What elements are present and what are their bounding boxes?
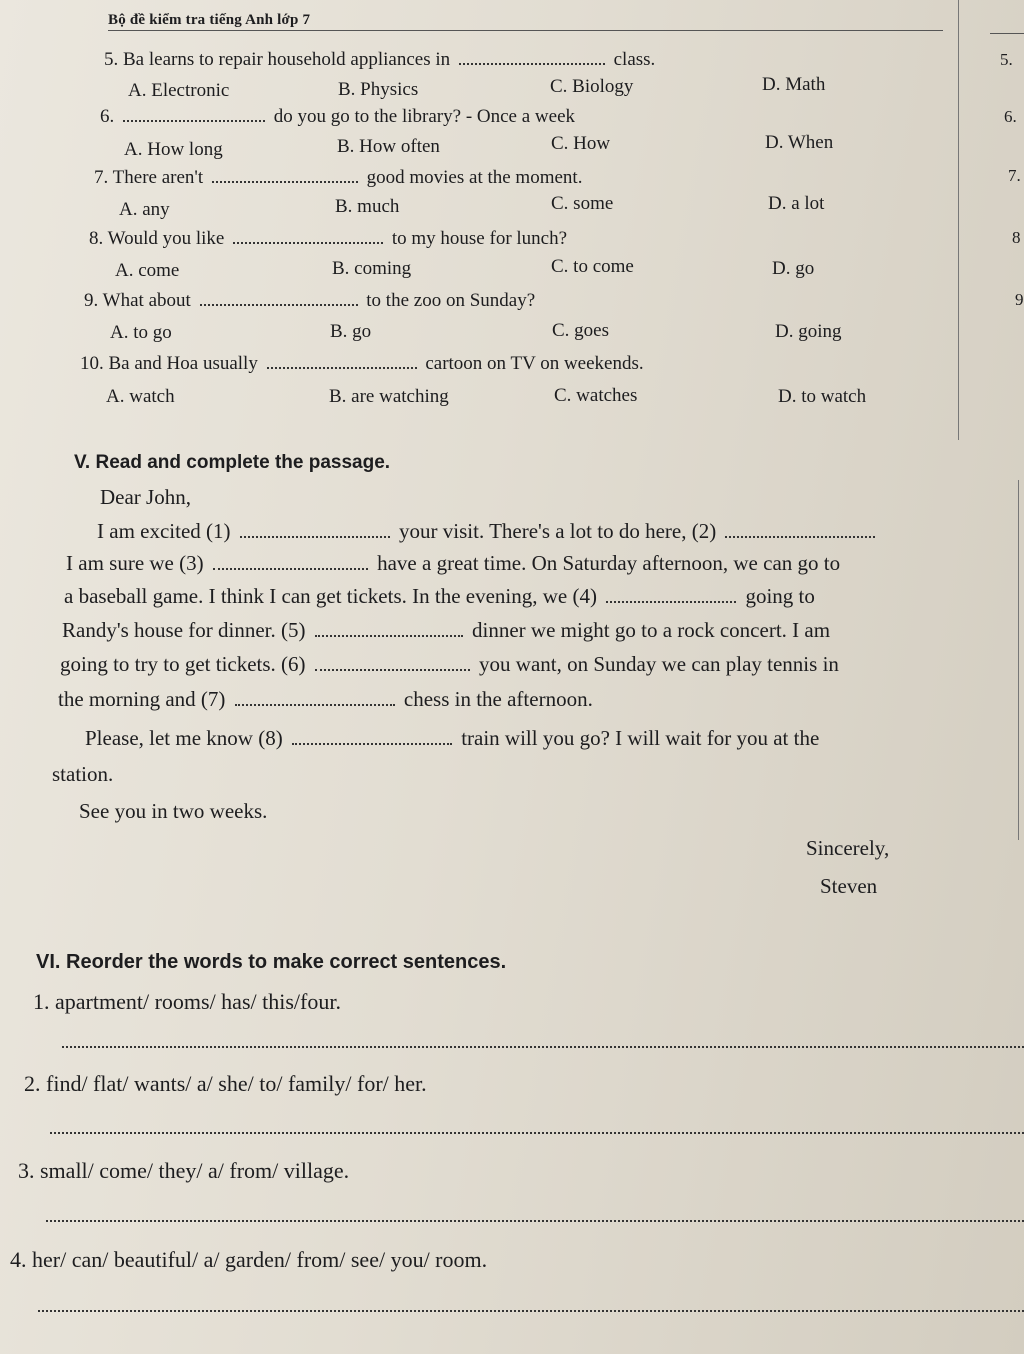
passage-text: have a great time. On Saturday afternoon, we can go to bbox=[377, 551, 841, 575]
question-number: 9. bbox=[84, 290, 99, 311]
passage-text: going to bbox=[745, 584, 815, 608]
option-d[interactable]: D. going bbox=[775, 321, 842, 342]
reorder-item-4: 4. her/ can/ beautiful/ a/ garden/ from/ see/ you/ room. bbox=[10, 1247, 488, 1272]
question-text-after: do you go to the library? - Once a week bbox=[273, 106, 576, 127]
passage-line-5 bbox=[60, 652, 839, 677]
reorder-item-1: 1. apartment/ rooms/ has/ this/four. bbox=[33, 989, 341, 1014]
question-7 bbox=[94, 167, 582, 189]
blank-3[interactable] bbox=[213, 554, 368, 570]
question-8 bbox=[89, 228, 567, 250]
passage-text: I am sure we (3) bbox=[66, 551, 204, 575]
question-text-after: good movies at the moment. bbox=[366, 167, 583, 188]
margin-number: 5. bbox=[1000, 50, 1013, 69]
option-b[interactable]: B. go bbox=[330, 321, 372, 342]
blank-6[interactable] bbox=[315, 655, 470, 671]
answer-line-4[interactable] bbox=[38, 1310, 1024, 1312]
letter-closing: Sincerely, bbox=[806, 836, 890, 860]
passage-line-3 bbox=[64, 584, 815, 609]
page-edge-line bbox=[1018, 480, 1019, 840]
blank-7[interactable] bbox=[235, 690, 395, 706]
passage-text: going to try to get tickets. (6) bbox=[60, 652, 306, 676]
header-title: Bộ đề kiểm tra tiếng Anh lớp 7 bbox=[108, 12, 311, 28]
margin-number: 9 bbox=[1015, 290, 1024, 309]
margin-number: 6. bbox=[1004, 107, 1017, 126]
option-a[interactable]: A. come bbox=[115, 260, 180, 281]
option-b[interactable]: B. are watching bbox=[329, 386, 449, 407]
question-10 bbox=[80, 353, 644, 375]
header-rule bbox=[108, 30, 943, 31]
passage-text: your visit. There's a lot to do here, (2) bbox=[399, 519, 717, 543]
passage-text: dinner we might go to a rock concert. I am bbox=[472, 618, 831, 642]
section-5-heading: V. Read and complete the passage. bbox=[74, 452, 391, 473]
question-6 bbox=[100, 106, 575, 128]
option-c[interactable]: C. goes bbox=[552, 320, 609, 341]
passage-text: Please, let me know (8) bbox=[85, 726, 283, 750]
option-a[interactable]: A. watch bbox=[106, 386, 175, 407]
passage-line-1 bbox=[97, 519, 879, 544]
header-rule-right bbox=[990, 33, 1024, 34]
passage-text: the morning and (7) bbox=[58, 687, 226, 711]
option-b[interactable]: B. coming bbox=[332, 258, 412, 279]
question-number: 8. bbox=[89, 228, 104, 249]
option-c[interactable]: C. some bbox=[551, 193, 614, 214]
question-9 bbox=[84, 290, 535, 312]
reorder-item-2: 2. find/ flat/ wants/ a/ she/ to/ family/ for/ her. bbox=[24, 1071, 427, 1096]
blank-8[interactable] bbox=[292, 729, 452, 745]
reorder-item-3: 3. small/ come/ they/ a/ from/ village. bbox=[18, 1158, 350, 1183]
passage-text: I am excited (1) bbox=[97, 519, 231, 543]
question-text-before: Would you like bbox=[107, 228, 225, 249]
blank-5[interactable] bbox=[315, 621, 463, 637]
passage-text: Randy's house for dinner. (5) bbox=[62, 618, 306, 642]
blank-4[interactable] bbox=[606, 587, 736, 603]
page-edge-line bbox=[958, 0, 959, 440]
passage-text: chess in the afternoon. bbox=[403, 687, 593, 711]
answer-line-2[interactable] bbox=[50, 1132, 1024, 1134]
option-b[interactable]: B. How often bbox=[337, 136, 440, 157]
question-text-after: class. bbox=[613, 49, 656, 70]
question-number: 6. bbox=[100, 106, 115, 127]
margin-number: 7. bbox=[1008, 166, 1021, 185]
question-5 bbox=[104, 49, 655, 71]
option-c[interactable]: C. How bbox=[551, 133, 611, 154]
answer-blank[interactable] bbox=[267, 353, 417, 369]
margin-number: 8 bbox=[1012, 228, 1021, 247]
answer-blank[interactable] bbox=[212, 167, 358, 183]
option-c[interactable]: C. watches bbox=[554, 385, 638, 406]
passage-line-7 bbox=[85, 726, 819, 751]
answer-blank[interactable] bbox=[459, 49, 605, 65]
option-d[interactable]: D. go bbox=[772, 258, 815, 279]
passage-line-6 bbox=[58, 687, 593, 712]
answer-blank[interactable] bbox=[123, 106, 265, 122]
option-d[interactable]: D. When bbox=[765, 132, 834, 153]
passage-line-4 bbox=[62, 618, 830, 643]
question-text-after: to the zoo on Sunday? bbox=[366, 290, 536, 311]
answer-blank[interactable] bbox=[200, 290, 358, 306]
option-b[interactable]: B. much bbox=[335, 196, 400, 217]
blank-2[interactable] bbox=[725, 522, 875, 538]
question-text-before: There aren't bbox=[112, 167, 204, 188]
option-a[interactable]: A. to go bbox=[110, 322, 172, 343]
option-c[interactable]: C. to come bbox=[551, 256, 634, 277]
answer-line-1[interactable] bbox=[62, 1046, 1024, 1048]
question-number: 7. bbox=[94, 167, 109, 188]
question-number: 5. bbox=[104, 49, 119, 70]
passage-line-2 bbox=[66, 551, 840, 576]
answer-line-3[interactable] bbox=[46, 1220, 1024, 1222]
passage-text: you want, on Sunday we can play tennis in bbox=[479, 652, 839, 676]
option-a[interactable]: A. Electronic bbox=[128, 80, 230, 101]
option-a[interactable]: A. any bbox=[119, 199, 170, 220]
section-6-heading: VI. Reorder the words to make correct sentences. bbox=[36, 951, 507, 973]
letter-greeting: Dear John, bbox=[100, 485, 191, 509]
passage-line-9: See you in two weeks. bbox=[79, 799, 268, 823]
option-a[interactable]: A. How long bbox=[124, 139, 223, 160]
option-c[interactable]: C. Biology bbox=[550, 76, 634, 97]
question-text-after: to my house for lunch? bbox=[391, 228, 568, 249]
question-text-before: Ba learns to repair household appliances in bbox=[123, 49, 451, 70]
answer-blank[interactable] bbox=[233, 228, 383, 244]
passage-text: train will you go? I will wait for you at the bbox=[461, 726, 820, 750]
option-d[interactable]: D. to watch bbox=[778, 386, 867, 407]
question-text-before: Ba and Hoa usually bbox=[108, 353, 258, 374]
question-text-before: What about bbox=[102, 290, 191, 311]
option-b[interactable]: B. Physics bbox=[338, 79, 419, 100]
option-d[interactable]: D. a lot bbox=[768, 193, 825, 214]
passage-text: a baseball game. I think I can get tickets. In the evening, we (4) bbox=[64, 584, 597, 608]
letter-signature: Steven bbox=[820, 874, 878, 898]
question-text-after: cartoon on TV on weekends. bbox=[425, 353, 644, 374]
question-number: 10. bbox=[80, 353, 104, 374]
blank-1[interactable] bbox=[240, 522, 390, 538]
passage-line-8: station. bbox=[52, 762, 114, 786]
option-d[interactable]: D. Math bbox=[762, 74, 826, 95]
